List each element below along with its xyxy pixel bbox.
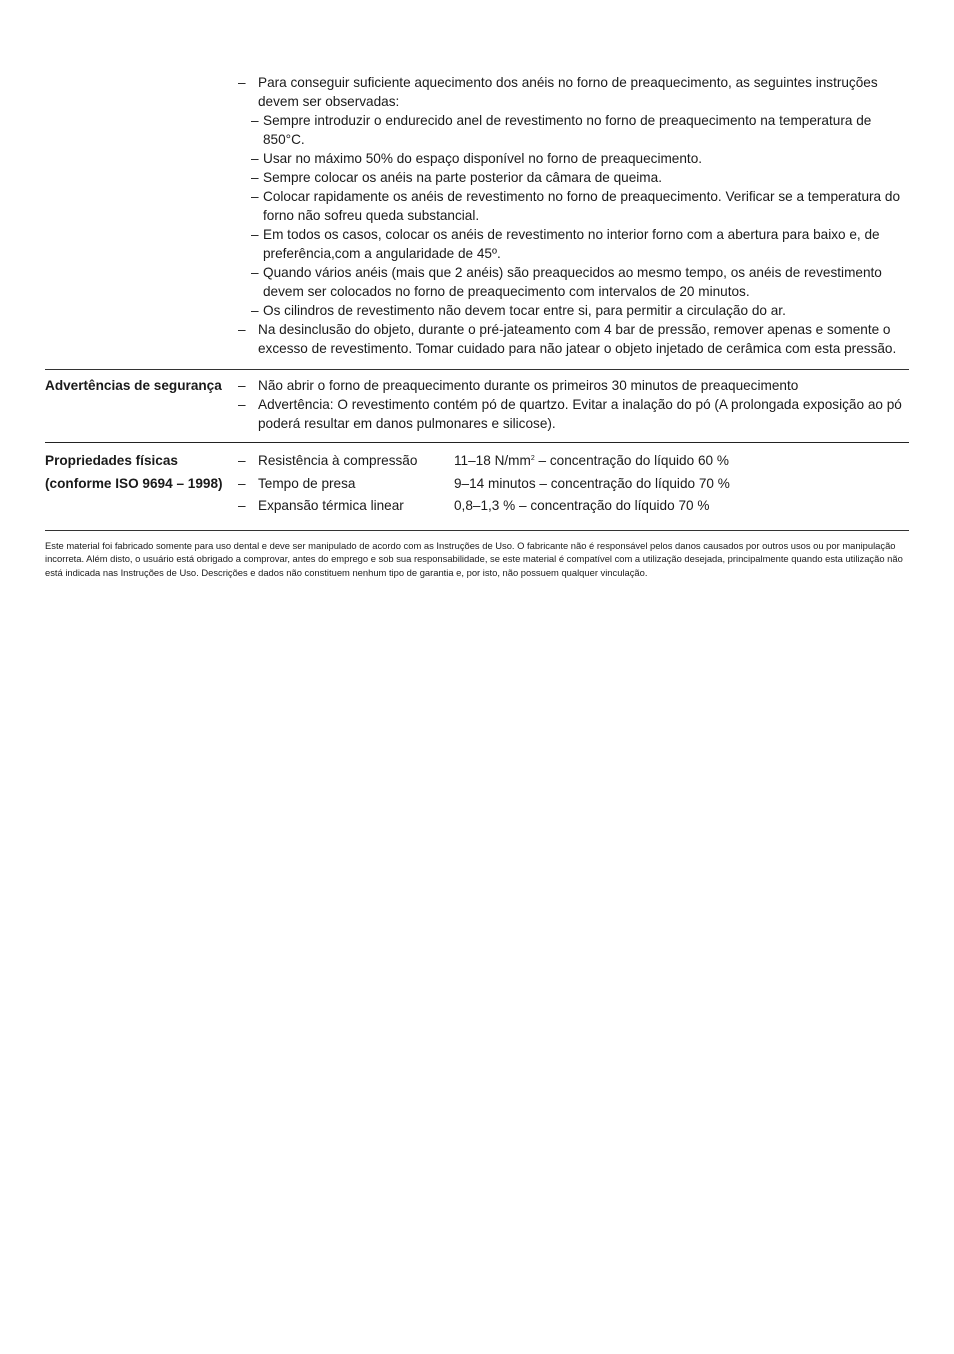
- dash-marker: –: [251, 227, 259, 242]
- dash-marker: –: [251, 189, 259, 204]
- safety-content: [238, 376, 909, 433]
- document-page: [45, 73, 909, 579]
- dash-marker: –: [238, 397, 246, 412]
- sub-bullet-text: Sempre colocar os anéis na parte posterior da câmara de queima.: [263, 170, 662, 185]
- safety-label: Advertências de segurança: [45, 378, 222, 393]
- sub-bullet-item: [238, 301, 909, 320]
- sub-bullet-item: [238, 187, 909, 225]
- sub-bullet-text: Em todos os casos, colocar os anéis de revestimento no interior forno com a abertura para baixo e, de preferência,com a angularidade de 45º.: [263, 227, 880, 261]
- bullet-text: Não abrir o forno de preaquecimento durante os primeiros 30 minutos de preaquecimento: [258, 378, 799, 393]
- sub-bullet-text: Quando vários anéis (mais que 2 anéis) são preaquecidos ao mesmo tempo, os anéis de revestimento devem ser colocados no forno de preaquecimento com intervalos de 20 minutos.: [263, 265, 882, 299]
- dash-marker: –: [251, 265, 259, 280]
- disclaimer-footer: Este material foi fabricado somente para uso dental e deve ser manipulado de acordo com as Instruções de Uso. O fabricante não é responsável pelos danos causados por outros usos ou por manipulação incorreta. Além disto, o usuário está obrigado a comprovar, antes do emprego e sob sua responsabilidade, se este material é compatível com a utilização desejada, principalmente quando esta utilização não está indicada nas Instruções de Uso. Descrições e dados não constituem nenhum tipo de garantia e, por isto, não possuem qualquer vinculação.: [45, 539, 903, 578]
- sub-bullet-text: Usar no máximo 50% do espaço disponível no forno de preaquecimento.: [263, 151, 703, 166]
- property-value: [454, 451, 909, 470]
- dash-marker: –: [238, 453, 246, 468]
- physical-label: Propriedades físicas: [45, 453, 178, 468]
- bullet-item: [238, 376, 909, 395]
- property-row: [45, 451, 909, 474]
- property-name: Expansão térmica linear: [258, 498, 404, 513]
- sub-bullet-text: Os cilindros de revestimento não devem tocar entre si, para permitir a circulação do ar.: [263, 303, 786, 318]
- property-value: 9–14 minutos – concentração do líquido 70 %: [454, 475, 730, 491]
- bullet-item: [238, 395, 909, 433]
- sub-bullet-text: Sempre introduzir o endurecido anel de revestimento no forno de preaquecimento na temperatura de 850°C.: [263, 113, 872, 147]
- dash-marker: –: [238, 378, 246, 393]
- property-row: [45, 474, 909, 497]
- processing-content: [238, 73, 909, 358]
- property-row: [45, 496, 909, 519]
- processing-label: [45, 73, 238, 358]
- value-text: – concentração do líquido 60 %: [534, 453, 729, 468]
- sub-bullet-text: Colocar rapidamente os anéis de revestimento no forno de preaquecimento. Verificar se a temperatura do forno não sofreu queda substancial.: [263, 189, 901, 223]
- sub-bullet-item: [238, 168, 909, 187]
- physical-properties-section: [45, 443, 909, 530]
- dash-marker: –: [238, 322, 246, 337]
- sub-bullet-item: [238, 149, 909, 168]
- dash-marker: –: [251, 170, 259, 185]
- property-value: 0,8–1,3 % – concentração do líquido 70 %: [454, 498, 710, 513]
- sub-bullet-item: [238, 263, 909, 301]
- property-name: Tempo de presa: [258, 475, 356, 491]
- value-text: 11–18 N/mm: [454, 453, 531, 468]
- physical-standard-label: (conforme ISO 9694 – 1998): [45, 475, 223, 491]
- dash-marker: –: [238, 75, 246, 90]
- bullet-item: [238, 73, 909, 111]
- safety-section: [45, 370, 909, 442]
- dash-marker: –: [238, 498, 246, 513]
- dash-marker: –: [251, 303, 259, 318]
- bullet-item: [238, 320, 909, 358]
- dash-marker: –: [238, 475, 246, 491]
- bullet-text: Advertência: O revestimento contém pó de quartzo. Evitar a inalação do pó (A prolongada exposição ao pó poderá resultar em danos pulmonares e silicose).: [258, 397, 902, 431]
- sub-bullet-item: [238, 225, 909, 263]
- dash-marker: –: [251, 151, 259, 166]
- sub-bullet-item: [238, 111, 909, 149]
- dash-marker: –: [251, 113, 259, 128]
- bullet-text: Na desinclusão do objeto, durante o pré-jateamento com 4 bar de pressão, remover apenas e somente o excesso de revestimento. Tomar cuidado para não jatear o objeto injetado de cerâmica com esta pressão.: [258, 322, 897, 356]
- value-superscript: 2: [530, 455, 535, 462]
- bullet-text: Para conseguir suficiente aquecimento dos anéis no forno de preaquecimento, as seguintes instruções devem ser observadas:: [258, 75, 878, 109]
- processing-section: [45, 73, 909, 369]
- property-name: Resistência à compressão: [258, 453, 418, 468]
